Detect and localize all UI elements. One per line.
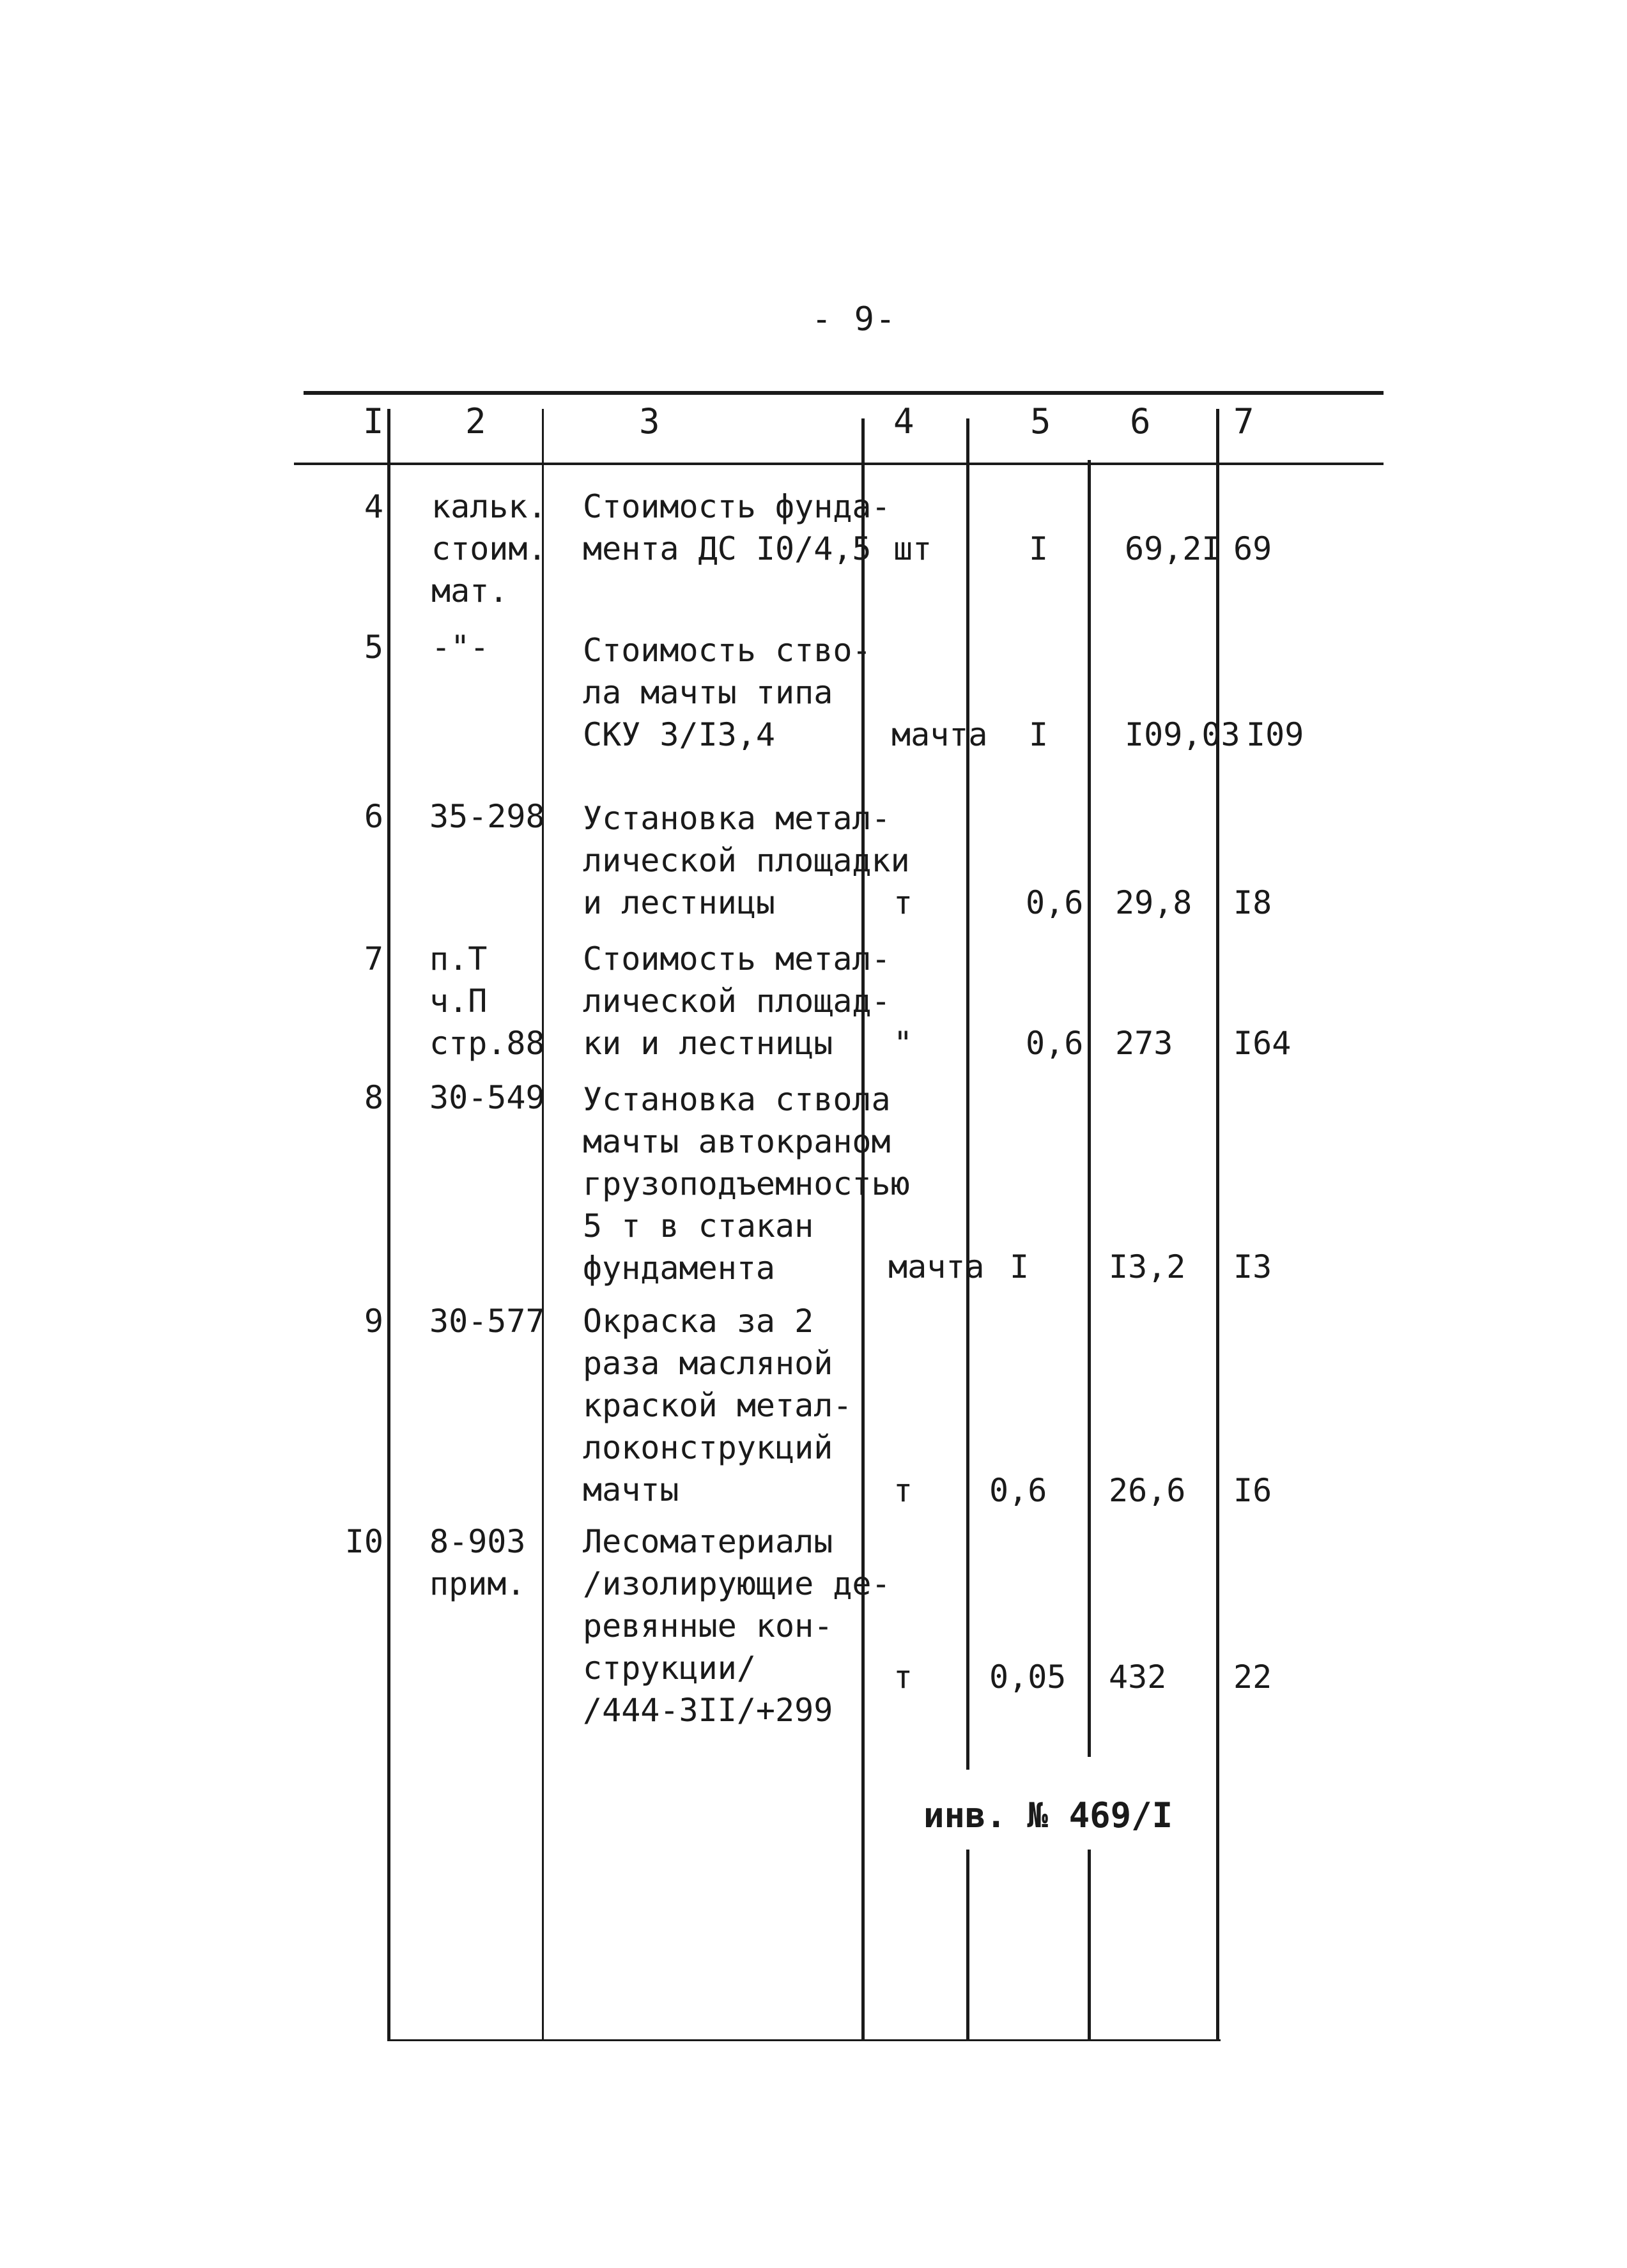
header-col-5: 5 [1030, 401, 1051, 441]
work-description: Стоимость фунда- мента ДС I0/4,5 [583, 488, 891, 567]
unit: мачта [888, 1248, 985, 1285]
quantity: I [1010, 1248, 1029, 1285]
inventory-number: инв. № 469/I [923, 1795, 1173, 1835]
unit: т [893, 1659, 913, 1696]
quantity: I [1029, 530, 1049, 567]
total-cost: I64 [1233, 1025, 1292, 1062]
row-number: 9 [364, 1303, 383, 1340]
table-bottom-rule [390, 2039, 1221, 2041]
unit: " [893, 1025, 913, 1062]
header-col-1: I [363, 401, 384, 441]
quantity: I [1029, 716, 1049, 753]
header-col-3: 3 [639, 401, 660, 441]
work-description: Стоимость ство- ла мачты типа СКУ 3/I3,4 [583, 632, 872, 753]
quantity: 0,6 [1026, 1025, 1084, 1062]
header-col-6: 6 [1130, 401, 1151, 441]
basis-code: 8-903 прим. [429, 1523, 526, 1602]
total-cost: I8 [1233, 884, 1272, 921]
basis-code: п.Т ч.П стр.88 [429, 940, 545, 1062]
column-divider-1-2 [387, 409, 390, 2041]
unit-cost: 432 [1109, 1659, 1167, 1696]
total-cost: 22 [1233, 1659, 1272, 1696]
work-description: Установка ствола мачты автокраном грузоподъемностью 5 т в стакан фундамента [583, 1081, 910, 1287]
basis-code: -"- [431, 629, 490, 666]
column-divider-6-7 [1216, 409, 1219, 2041]
table-top-rule [304, 391, 1384, 395]
unit-cost: I3,2 [1109, 1248, 1186, 1285]
unit: т [893, 1472, 913, 1509]
work-description: Окраска за 2 раза масляной краской метал- локонструкций мачты [583, 1303, 852, 1508]
work-description: Стоимость метал- лической площад- ки и лестницы [583, 940, 891, 1062]
row-number: 7 [364, 940, 383, 977]
row-number: I0 [344, 1523, 383, 1560]
total-cost: 69 [1233, 530, 1272, 567]
page-number: - 9- [812, 300, 897, 339]
column-divider-4-5 [966, 418, 969, 1770]
unit: т [893, 884, 913, 921]
quantity: 0,6 [989, 1472, 1047, 1509]
basis-code: 30-549 [429, 1079, 545, 1116]
row-number: 4 [364, 488, 383, 525]
total-cost: I6 [1233, 1472, 1272, 1509]
unit-cost: 29,8 [1115, 884, 1192, 921]
work-description: Лесоматериалы /изолирующие де- ревянные кон- струкции/ /444-3II/+299 [583, 1523, 891, 1729]
header-col-2: 2 [465, 401, 486, 441]
header-bottom-rule [294, 463, 1384, 465]
unit-cost: 69,2I [1125, 530, 1221, 567]
row-number: 6 [364, 798, 383, 835]
column-divider-2-3 [542, 409, 544, 2041]
basis-code: 30-577 [429, 1303, 545, 1340]
unit: шт [893, 530, 932, 567]
unit-cost: I09,03 [1125, 716, 1240, 753]
unit-cost: 273 [1115, 1025, 1173, 1062]
work-description: Установка метал- лической площадки и лестницы [583, 800, 910, 921]
quantity: 0,6 [1026, 884, 1084, 921]
total-cost: I09 [1246, 716, 1304, 753]
basis-code: кальк. стоим. мат. [431, 488, 547, 609]
unit-cost: 26,6 [1109, 1472, 1186, 1509]
header-col-4: 4 [893, 401, 914, 441]
column-divider-5-6 [1088, 460, 1091, 1757]
row-number: 8 [364, 1079, 383, 1116]
row-number: 5 [364, 629, 383, 666]
total-cost: I3 [1233, 1248, 1272, 1285]
quantity: 0,05 [989, 1659, 1067, 1696]
unit: мачта [891, 716, 988, 753]
column-divider-5-6-lower [1088, 1850, 1091, 2041]
basis-code: 35-298 [429, 798, 545, 835]
header-col-7: 7 [1233, 401, 1254, 441]
column-divider-4-5-lower [966, 1850, 969, 2041]
